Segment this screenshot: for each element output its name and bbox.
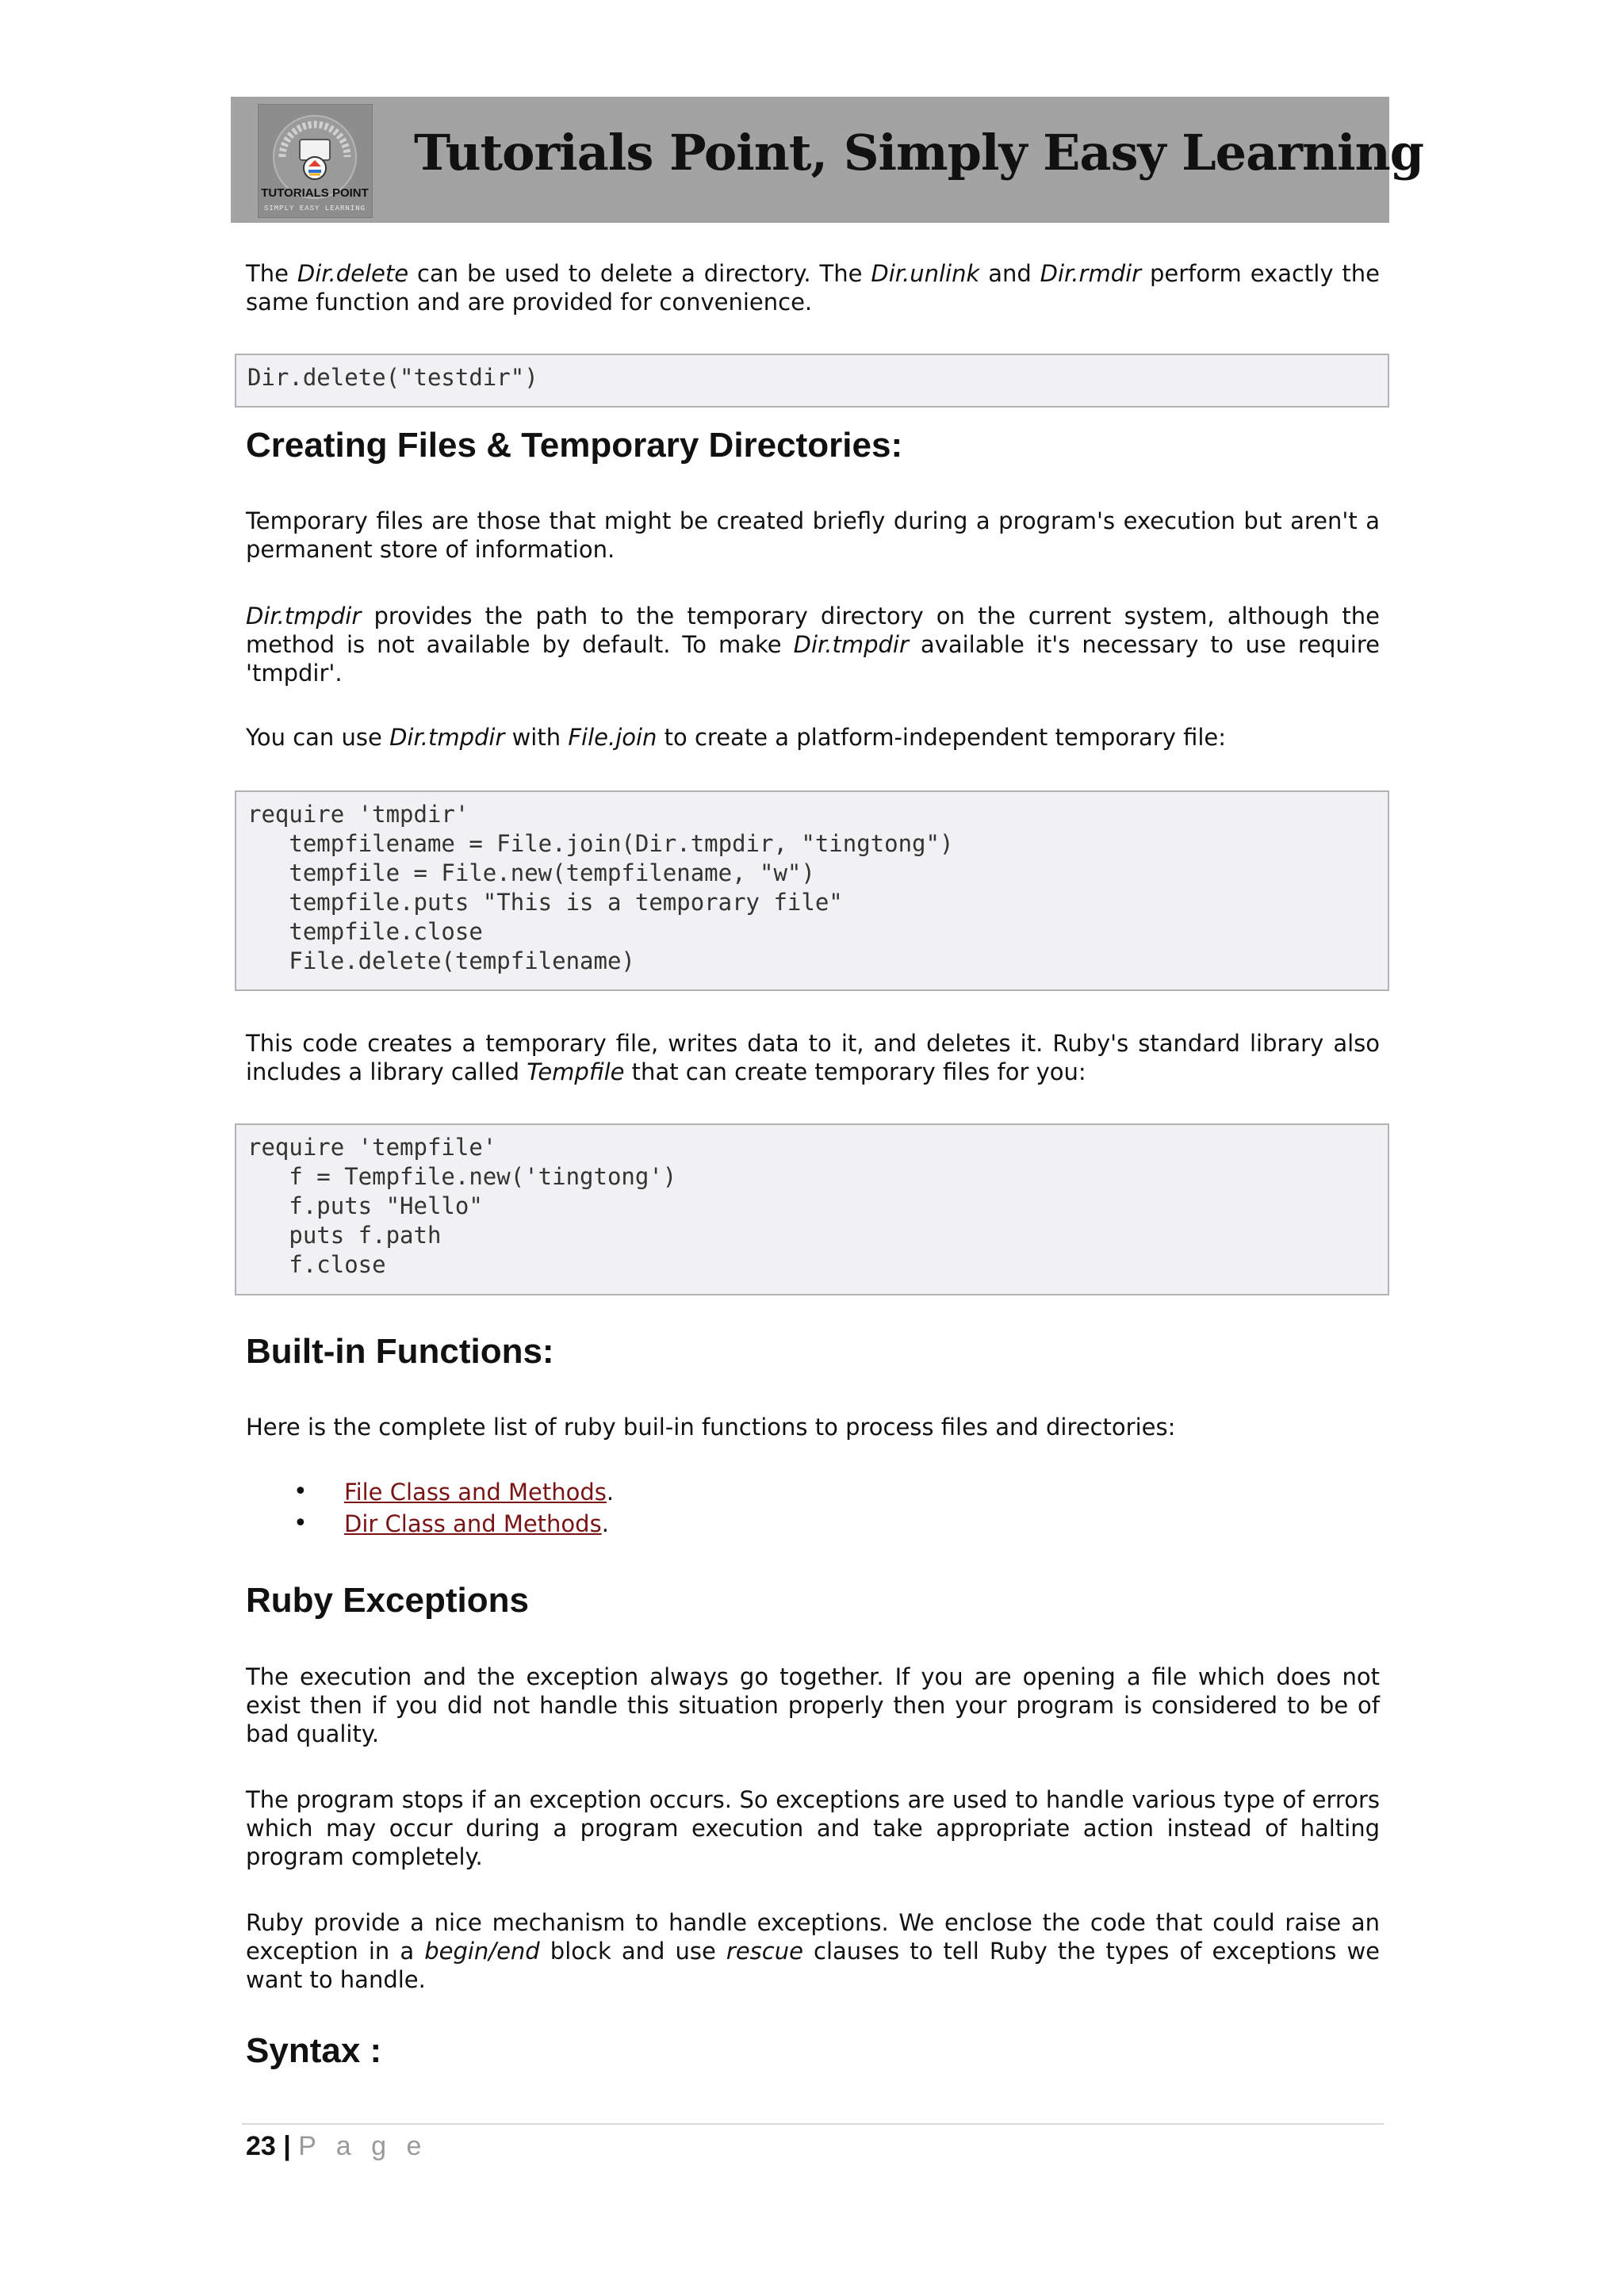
code-term: File.join [568,724,657,751]
text: Ruby provide a nice mechanism to handle exceptions. We enclose the code that could raise an exception in a [246,1909,1380,1965]
text: with [504,724,569,751]
text: clauses to tell Ruby the types of exceptions we want to handle. [246,1938,1380,1993]
header-title: Tutorials Point, Simply Easy Learning [414,124,1424,182]
page-label: P a g e [298,2131,428,2161]
text: to create a platform-independent temporary file: [657,724,1227,751]
text: provides the path to the temporary directory on the current system, although the method is not available by default. To make [246,603,1380,658]
code-term: Dir.tmpdir [389,724,505,751]
logo-graphic [259,105,372,217]
heading-ruby-exceptions: Ruby Exceptions [246,1581,529,1620]
bullet-icon: • [293,1478,308,1506]
code-term: Tempfile [527,1058,625,1085]
heading-creating-files: Creating Files & Temporary Directories: [246,426,903,465]
code-block-dir-delete: Dir.delete("testdir") [235,354,1389,408]
paragraph-exceptions-intro: The execution and the exception always go together. If you are opening a file which does not exist then if you did not handle this situation properly then your program is considered to be of bad quality. [246,1663,1380,1747]
intro-paragraph [246,259,1380,316]
bullet-icon: • [293,1510,308,1537]
paragraph-rescue [246,1908,1380,1994]
logo-tagline: SIMPLY EASY LEARNING [263,205,366,212]
dir-class-methods-link[interactable]: Dir Class and Methods [344,1510,602,1537]
paragraph-temporary-files: Temporary files are those that might be created briefly during a program's execution but aren't a permanent store of information. [246,507,1380,563]
file-class-methods-link[interactable]: File Class and Methods [344,1479,607,1506]
function-link-list [293,1476,614,1540]
text: and [979,260,1040,287]
text: This code creates a temporary file, writes data to it, and deletes it. Ruby's standard library also includes a library called [246,1030,1380,1085]
text: that can create temporary files for you: [624,1058,1086,1085]
text: . [601,1510,609,1537]
text: perform exactly the same function and are provided for convenience. [246,260,1380,316]
list-item [293,1508,614,1540]
text: can be used to delete a directory. The [408,260,871,287]
code-term: Dir.tmpdir [246,603,362,629]
code-term: begin/end [424,1938,540,1965]
heading-syntax: Syntax : [246,2031,382,2070]
paragraph-file-join [246,723,1380,752]
paragraph-function-list: Here is the complete list of ruby buil-in functions to process files and directories: [246,1414,1176,1441]
code-block-tmpdir: require 'tmpdir' tempfilename = File.join(Dir.tmpdir, "tingtong") tempfile = File.new(tempfilename, "w") tempfile.puts "This is a temporary file" tempfile.close File.delete(tempfilename) [235,790,1389,991]
code-term: Dir.unlink [871,260,980,287]
footer-separator: | [275,2131,299,2161]
code-term: Dir.delete [297,260,409,287]
paragraph-tempfile [246,1029,1380,1086]
code-term: rescue [726,1938,803,1965]
list-item [293,1476,614,1508]
code-term: Dir.tmpdir [793,631,909,658]
footer-divider [242,2123,1384,2125]
text: You can use [246,724,390,751]
paragraph-program-stops: The program stops if an exception occurs. So exceptions are used to handle various type of errors which may occur during a program execution and take appropriate action instead of halting program completely. [246,1786,1380,1870]
text: available it's necessary to use require 'tmpdir'. [246,631,1380,687]
paragraph-tmpdir [246,602,1380,687]
text: The [246,260,297,287]
tutorials-point-logo [258,104,373,218]
text: block and use [539,1938,726,1965]
page-footer [246,2131,427,2162]
code-term: Dir.rmdir [1040,260,1142,287]
logo-brand: TUTORIALS POINT [261,186,369,200]
code-block-tempfile: require 'tempfile' f = Tempfile.new('tingtong') f.puts "Hello" puts f.path f.close [235,1123,1389,1295]
page-number: 23 [246,2131,276,2161]
text: . [606,1479,615,1506]
heading-built-in-functions: Built-in Functions: [246,1332,554,1371]
